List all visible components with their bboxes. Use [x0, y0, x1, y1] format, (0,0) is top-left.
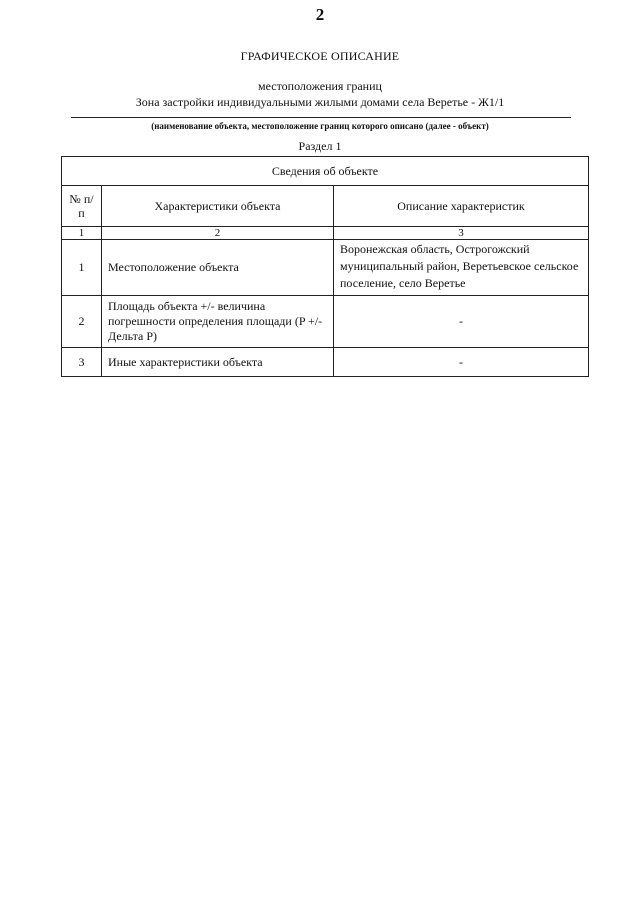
object-name: Зона застройки индивидуальными жилыми домами села Веретье - Ж1/1: [135, 95, 505, 109]
table-row: [62, 348, 589, 377]
row-number: 3: [62, 348, 102, 377]
document-subtitle: местоположения границ: [258, 79, 382, 93]
table-row: [62, 296, 589, 348]
header-description: Описание характеристик: [334, 186, 589, 227]
row-description: Воронежская область, Острогожский муниципальный район, Веретьевское сельское поселение, село Веретье: [334, 240, 589, 296]
underline-divider: [71, 117, 571, 118]
row-number: 2: [62, 296, 102, 348]
row-number: 1: [62, 240, 102, 296]
header-characteristics: Характеристики объекта: [102, 186, 334, 227]
page-number: 2: [315, 5, 325, 24]
table-row: [62, 240, 589, 296]
column-number: 3: [334, 227, 589, 240]
table-title-row: [62, 157, 589, 186]
row-characteristic: Площадь объекта +/- величина погрешности определения площади (P +/- Дельта P): [102, 296, 334, 348]
row-description: -: [334, 348, 589, 377]
table-header-row: [62, 186, 589, 227]
section-heading: Раздел 1: [298, 139, 342, 153]
header-number: № п/п: [62, 186, 102, 227]
object-caption: (наименование объекта, местоположение границ которого описано (далее - объект): [151, 121, 489, 131]
object-info-table: [61, 156, 589, 377]
column-number: 1: [62, 227, 102, 240]
row-description: -: [334, 296, 589, 348]
row-characteristic: Иные характеристики объекта: [102, 348, 334, 377]
column-number-row: [62, 227, 589, 240]
document-title: ГРАФИЧЕСКОЕ ОПИСАНИЕ: [240, 49, 400, 63]
row-characteristic: Местоположение объекта: [102, 240, 334, 296]
column-number: 2: [102, 227, 334, 240]
table-title: Сведения об объекте: [62, 157, 589, 186]
